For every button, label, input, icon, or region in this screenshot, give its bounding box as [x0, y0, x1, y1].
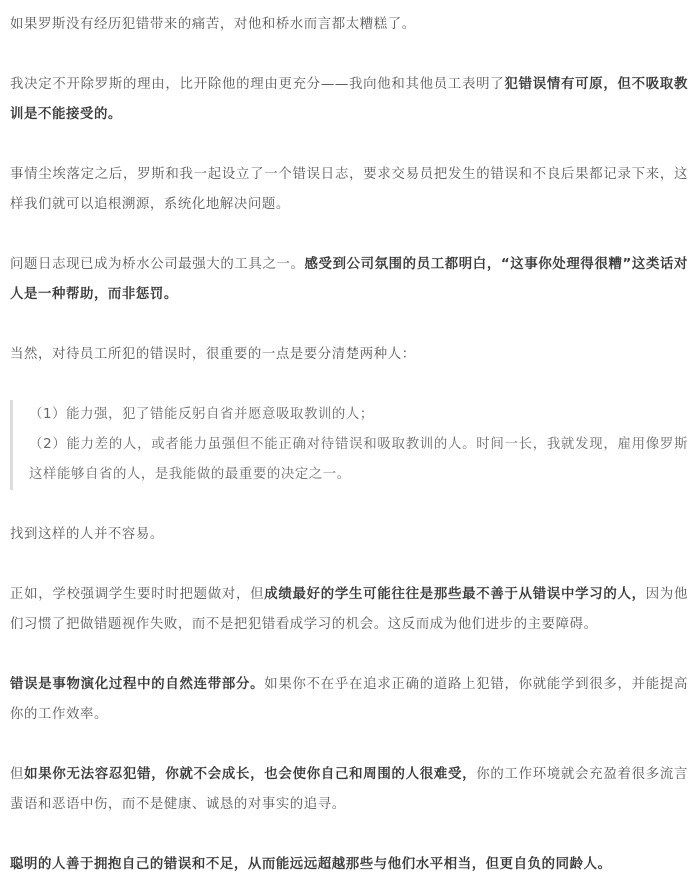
paragraph-3 [10, 160, 688, 220]
paragraph-1 [10, 10, 688, 40]
paragraph-8-text: 如果你不在乎在追求正确的道路上犯错，你就能学到很多，并能提高你的工作效率。 [10, 677, 688, 722]
paragraph-10 [10, 850, 688, 880]
paragraph-5 [10, 340, 688, 370]
quote-line-2-text: （2）能力差的人，或者能力虽强但不能正确对待错误和吸取教训的人。时间一长，我就发现，雇用像罗斯这样能够自省的人，是我能做的最重要的决定之一。 [29, 437, 688, 482]
quote-line-1-text: （1）能力强，犯了错能反躬自省并愿意吸取教训的人； [29, 407, 374, 422]
paragraph-4 [10, 250, 688, 310]
paragraph-2-text: 我决定不开除罗斯的理由，比开除他的理由更充分——我向他和其他员工表明了 [10, 77, 505, 92]
paragraph-5-text: 当然，对待员工所犯的错误时，很重要的一点是要分清楚两种人： [10, 347, 416, 362]
paragraph-7-text-c: 因为他们习惯了把做错题视作失败，而不是把犯错看成学习的机会。这反而成为他们进步的主要障碍。 [10, 587, 688, 632]
paragraph-7-emphasis: 成绩最好的学生可能往往是那些最不善于从错误中学习的人， [264, 587, 646, 602]
paragraph-6-text: 找到这样的人并不容易。 [10, 527, 164, 542]
paragraph-9 [10, 760, 688, 820]
paragraph-8 [10, 670, 688, 730]
quote-line-1 [29, 400, 688, 430]
paragraph-9-text-c: 你的工作环境就会充盈着很多流言蜚语和恶语中伤，而不是健康、诚恳的对事实的追寻。 [10, 767, 689, 812]
paragraph-3-text: 事情尘埃落定之后，罗斯和我一起设立了一个错误日志，要求交易员把发生的错误和不良后果都记录下来，这样我们就可以追根溯源，系统化地解决问题。 [10, 167, 688, 212]
paragraph-7 [10, 580, 688, 640]
paragraph-8-emphasis: 错误是事物演化过程中的自然连带部分。 [10, 677, 265, 692]
paragraph-1-text: 如果罗斯没有经历犯错带来的痛苦，对他和桥水而言都太糟糕了。 [10, 17, 416, 32]
paragraph-2-emphasis: 犯错误情有可原，但不吸取教训是不能接受的。 [10, 77, 688, 122]
paragraph-10-emphasis: 聪明的人善于拥抱自己的错误和不足，从而能远远超越那些与他们水平相当，但更自负的同龄人。 [10, 857, 612, 872]
paragraph-6 [10, 520, 688, 550]
paragraph-4-text: 问题日志现已成为桥水公司最强大的工具之一。 [10, 257, 305, 272]
paragraph-4-emphasis: 感受到公司氛围的员工都明白，“这事你处理得很糟”这类话对人是一种帮助，而非惩罚。 [10, 257, 688, 302]
paragraph-7-text-a: 正如，学校强调学生要时时把题做对，但 [10, 587, 265, 602]
quote-line-2 [29, 430, 688, 490]
paragraph-2 [10, 70, 688, 130]
blockquote [10, 400, 688, 490]
paragraph-9-text-a: 但 [10, 767, 25, 782]
paragraph-9-emphasis: 如果你无法容忍犯错，你就不会成长，也会使你自己和周围的人很难受， [24, 767, 477, 782]
